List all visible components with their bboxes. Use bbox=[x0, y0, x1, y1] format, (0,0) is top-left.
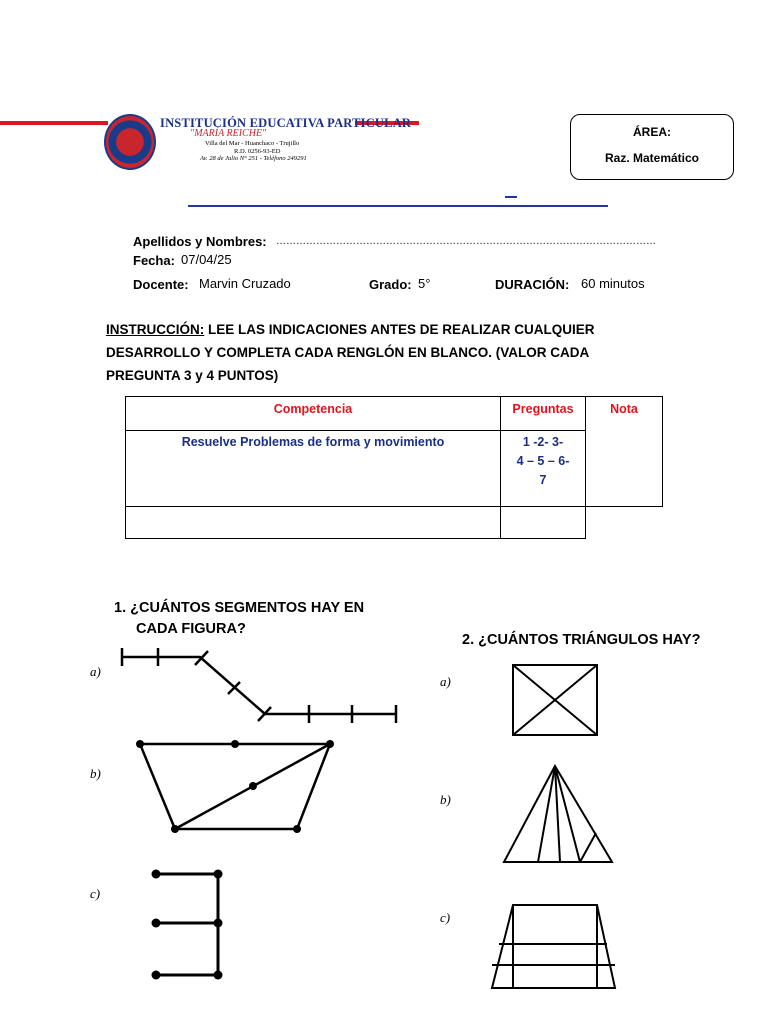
institution-motto: "MARÍA REICHE" bbox=[190, 128, 267, 139]
header-competencia: Competencia bbox=[126, 397, 501, 431]
q1-item-b-label: b) bbox=[90, 766, 101, 781]
question-2-title: 2. ¿CUÁNTOS TRIÁNGULOS HAY? bbox=[462, 632, 701, 648]
teacher-label: Docente: bbox=[133, 277, 189, 292]
grade-label: Grado: bbox=[369, 277, 412, 292]
q2-item-a-label: a) bbox=[440, 674, 451, 689]
instruction-text: LEE LAS INDICACIONES ANTES DE REALIZAR CUALQUIER DESARROLLO Y COMPLETA CADA RENGLÓN EN BLANCO. (VALOR CADA PREGUNTA 3 y 4 PUNTOS) bbox=[106, 322, 595, 383]
name-label: Apellidos y Nombres: bbox=[133, 234, 267, 249]
name-field[interactable]: …………………………………………………………………………………………………… bbox=[276, 236, 656, 247]
teacher-value: Marvin Cruzado bbox=[199, 276, 291, 291]
grade-value: 5° bbox=[418, 276, 431, 291]
date-label: Fecha: bbox=[133, 253, 175, 268]
header-nota: Nota bbox=[586, 397, 663, 507]
question-1-title-line-1: 1. ¿CUÁNTOS SEGMENTOS HAY EN bbox=[114, 600, 365, 616]
address-line-1: Villa del Mar - Huanchaco - Trujillo bbox=[205, 140, 300, 147]
address-line-3: Av. 28 de Julio N° 251 - Teléfono 249291 bbox=[200, 155, 307, 162]
competency-cell: Resuelve Problemas de forma y movimiento bbox=[126, 431, 501, 507]
area-value: Raz. Matemático bbox=[604, 151, 700, 165]
header-preguntas: Preguntas bbox=[501, 397, 586, 431]
duration-value: 60 minutos bbox=[581, 276, 645, 291]
address-line-2: R.D. 0256-93-ED bbox=[234, 148, 281, 155]
q2-item-c-label: c) bbox=[440, 910, 451, 925]
q2-item-b-label: b) bbox=[440, 792, 451, 807]
instruction-label: INSTRUCCIÓN: bbox=[106, 322, 205, 337]
institution-name: INSTITUCIÓN EDUCATIVA PARTICULAR bbox=[160, 116, 412, 130]
q1-item-a-label: a) bbox=[90, 664, 101, 679]
questions-line-2: 4 – 5 – 6- bbox=[516, 454, 570, 468]
q1-item-c-label: c) bbox=[90, 886, 101, 901]
date-value: 07/04/25 bbox=[181, 252, 232, 267]
questions-line-1: 1 -2- 3- bbox=[522, 435, 564, 449]
question-1-title-line-2: CADA FIGURA? bbox=[136, 621, 246, 637]
questions-line-3: 7 bbox=[539, 473, 547, 487]
duration-label: DURACIÓN: bbox=[495, 277, 570, 292]
area-label: ÁREA: bbox=[633, 125, 671, 139]
